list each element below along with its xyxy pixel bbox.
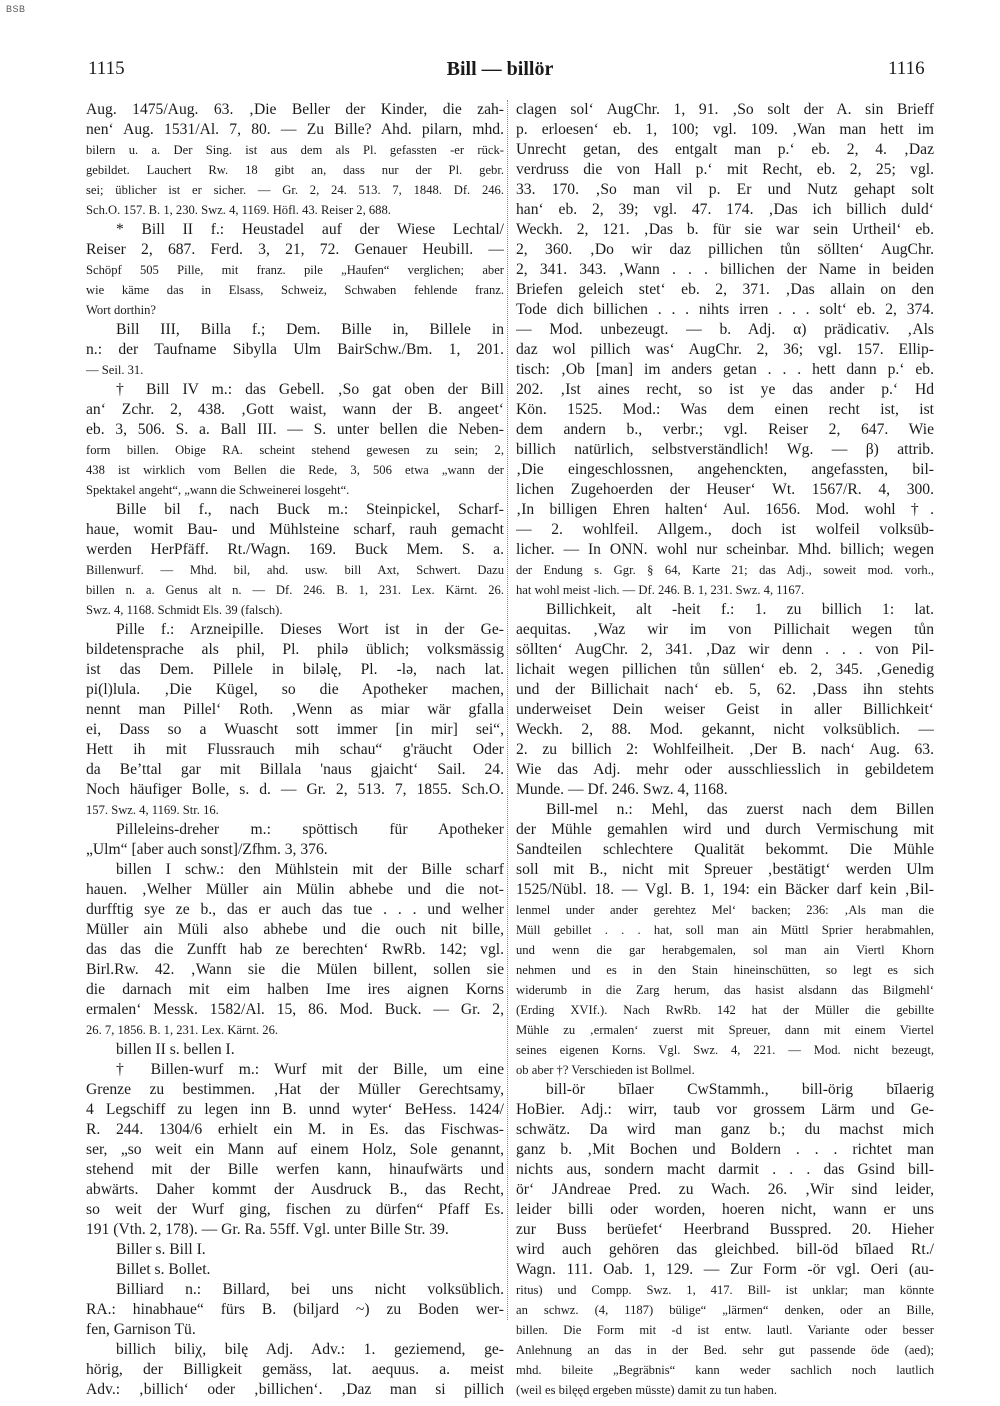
text-line: nennt man Pillel‘ Roth. ‚Wenn as miar wär gfalla	[86, 701, 504, 718]
text-line: clagen sol‘ AugChr. 1, 91. ‚So solt der A. sin Brieff	[516, 101, 934, 118]
text-line: lichen Zugehoerden der Heuser‘ Wt. 1567/R. 4, 300.	[516, 481, 934, 498]
text-line: ser, „so weit ein Mann auf einem Holz, Sole genannt,	[86, 1141, 504, 1158]
text-line: Wagn. 111. Oab. 1, 129. — Zur Form -ör vgl. Oeri (au-	[516, 1261, 934, 1278]
text-line: † Billen-wurf m.: Wurf mit der Bille, um eine	[116, 1061, 504, 1078]
text-line: nen‘ Aug. 1531/Al. 7, 80. — Zu Bille? Ahd. pilarn, mhd.	[86, 121, 504, 138]
text-line: 2, 360. ‚Do wir daz pillichen tůn söllten‘ AugChr.	[516, 241, 934, 258]
text-line: billen II s. bellen I.	[116, 1041, 235, 1058]
text-line: Munde. — Df. 246. Swz. 4, 1168.	[516, 781, 728, 798]
text-line: und wenn die gar herabgemalen, sol man ain Viertl Khorn	[516, 943, 934, 957]
text-line: Aug. 1475/Aug. 63. ‚Die Beller der Kinder, die zah-	[86, 101, 504, 118]
text-line: Billichkeit, alt -heit f.: 1. zu billich 1: lat.	[546, 601, 934, 618]
text-line: mhd. bileite „Begräbnis“ kann weder sachlich noch lautlich	[516, 1363, 934, 1377]
text-line: verdruss die von Hall p.‘ mit Recht, eb. 2, 25; vgl.	[516, 161, 934, 178]
text-line: Billet s. Bollet.	[116, 1261, 211, 1278]
text-line: (Erding XVIf.). Nach RwRb. 142 hat der Müller die gebillte	[516, 1003, 934, 1017]
text-line: form billen. Obige RA. scheint stehend gewesen zu sein; 2,	[86, 443, 504, 457]
text-line: seines eigenen Korns. Vgl. Swz. 4, 221. — Mod. nicht bezeugt,	[516, 1043, 934, 1057]
text-line: Weckh. 2, 121. ‚Das b. für sie war sein Urtheil‘ eb.	[516, 221, 934, 238]
text-line: Billenwurf. — Mhd. bil, ahd. usw. bill Axt, Schwert. Dazu	[86, 563, 504, 577]
text-line: n.: der Taufname Sibylla Ulm BairSchw./Bm. 1, 201.	[86, 341, 504, 358]
text-line: Schöpf 505 Pille, mit franz. pile „Haufen“ verglichen; aber	[86, 263, 504, 277]
text-line: ist das Dem. Pillele in bilǝlę, Pl. -lə, nach lat.	[86, 661, 504, 678]
text-line: Bill-mel n.: Mehl, das zuerst nach dem Billen	[546, 801, 934, 818]
text-line: fen, Garnison Tü.	[86, 1321, 196, 1338]
text-line: Reiser 2, 687. Ferd. 3, 21, 72. Genauer Heubill. —	[86, 241, 504, 258]
text-line: an schwz. (4, 1187) bülige“ „lärmen“ denken, oder an Bille,	[516, 1303, 934, 1317]
text-line: 191 (Vth. 2, 178). — Gr. Ra. 55ff. Vgl. unter Bille Str. 39.	[86, 1221, 449, 1238]
text-line: stehend mit der Bille werfen kann, hinaufwärts und	[86, 1161, 504, 1178]
text-line: billich biliχ, bilę Adj. Adv.: 1. geziemend, ge-	[116, 1341, 504, 1358]
text-line: so weit der Wurf ging, fischen zu dürfen“ Pfaff Es.	[86, 1201, 504, 1218]
text-line: 1525/Nübl. 18. — Vgl. B. 1, 194: ein Bäcker darf kein ‚Bil-	[516, 881, 934, 898]
text-line: wie käme das in Elsass, Schweiz, Schwaben fehlende franz.	[86, 283, 504, 297]
text-line: aequitas. ‚Waz wir im von Pillichait wegen tůn	[516, 621, 934, 638]
text-line: RA.: hinabhaue“ fürs B. (biljard ~) zu Boden wer-	[86, 1301, 504, 1318]
text-line: 2. zu billich 2: Wohlfeilheit. ‚Der B. nach‘ Aug. 63.	[516, 741, 934, 758]
text-line: 157. Swz. 4, 1169. Str. 16.	[86, 803, 219, 817]
text-line: Bille bil f., nach Buck m.: Steinpickel, Scharf-	[116, 501, 504, 518]
text-line: Hett ih mit Flussrauch mih schau“ g'räucht Oder	[86, 741, 504, 758]
text-line: an‘ Zchr. 2, 438. ‚Gott waist, wann der B. angeet‘	[86, 401, 504, 418]
text-line: ei, Dass so a Wuascht sott immer [in mir] sei“,	[86, 721, 504, 738]
text-line: ob aber †? Verschieden ist Bollmel.	[516, 1063, 695, 1077]
page-number-right: 1116	[888, 58, 925, 79]
text-line: abwärts. Daher kommt der Ausdruck B., das Recht,	[86, 1181, 504, 1198]
text-line: 202. ‚Ist aines recht, so ist ye das ander p.‘ Hd	[516, 381, 934, 398]
text-line: * Bill II f.: Heustadel auf der Wiese Lechtal/	[116, 221, 504, 238]
text-line: billen n. a. Genus alt n. — Df. 246. B. 1, 231. Lex. Kärnt. 26.	[86, 583, 504, 597]
text-line: nehmen und es in den Stain hineinschütten, so legt es sich	[516, 963, 934, 977]
text-line: Bill III, Billa f.; Dem. Bille in, Billele in	[116, 321, 504, 338]
text-line: wird auch gehören das gleichbed. bill-öd bīlaed Rt./	[516, 1241, 934, 1258]
text-line: ermalen‘ Messk. 1582/Al. 15, 86. Mod. Buck. — Gr. 2,	[86, 1001, 504, 1018]
text-line: billen I schw.: den Mühlstein mit der Bille scharf	[116, 861, 504, 878]
text-line: p. erloesen‘ eb. 1, 100; vgl. 109. ‚Wan man hett im	[516, 121, 934, 138]
text-line: der Mühle gemahlen wird und durch Vermischung mit	[516, 821, 934, 838]
text-line: Wort dorthin?	[86, 303, 156, 317]
text-line: hörig, der Billigkeit gemäss, lat. aequus. a. meist	[86, 1361, 504, 1378]
text-line: daz wol pillich was‘ AugChr. 2, 36; vgl. 157. Ellip-	[516, 341, 934, 358]
text-line: werden HerPfäff. Rt./Wagn. 169. Buck Mem. S. a.	[86, 541, 504, 558]
text-line: Unrecht getan, des entgalt man p.‘ eb. 2, 4. ‚Daz	[516, 141, 934, 158]
text-line: billen. Die Form mit -d ist entw. lautl. Variante oder besser	[516, 1323, 934, 1337]
text-line: lichait wegen pillichen tůn süllen‘ eb. 2, 345. ‚Genedig	[516, 661, 934, 678]
text-line: R. 244. 1304/6 erhielt ein M. in Es. das Fischwas-	[86, 1121, 504, 1138]
running-head: Bill — billör	[446, 58, 554, 80]
text-line: leider billi oder worden, hoeren nicht, wann er uns	[516, 1201, 934, 1218]
text-line: lenmel under ander gerehtez Mel‘ backen; 236: ‚Als man die	[516, 903, 934, 917]
text-line: (weil es bilęęd ergeben müsste) damit zu tun haben.	[516, 1383, 778, 1397]
text-line: 26. 7, 1856. B. 1, 231. Lex. Kärnt. 26.	[86, 1023, 279, 1037]
text-line: Grenze zu bestimmen. ‚Hat der Müller Gerechtsamy,	[86, 1081, 504, 1098]
text-line: Swz. 4, 1168. Schmidt Els. 39 (falsch).	[86, 603, 283, 617]
text-line: 2, 341. 343. ‚Wann . . . billichen der Name in beiden	[516, 261, 934, 278]
text-line: ‚Die eingeschlossnen, angehenckten, angefassten, bil-	[516, 461, 934, 478]
left-column	[86, 100, 504, 1400]
text-line: — Seil. 31.	[86, 363, 144, 377]
text-line: — Mod. unbezeugt. — b. Adj. α) prädicativ. ‚Als	[516, 321, 934, 338]
text-line: 438 ist wirklich vom Bellen die Rede, 3, 506 etwa „wann der	[86, 463, 504, 477]
text-line: billich natürlich, selbstverständlich! Wg. — β) attrib.	[516, 441, 934, 458]
text-line: da Be’ttal gar mit Billala 'naus gjaicht‘ Sail. 24.	[86, 761, 504, 778]
text-line: ‚In billigen Ehren halten‘ Aul. 1656. Mod. wohl †.	[516, 501, 934, 518]
text-line: Wie das Adj. mehr oder ausschliesslich in gebildetem	[516, 761, 934, 778]
text-line: tisch: ‚Ob [man] im anders getan . . . hett dann p.‘ eb.	[516, 361, 934, 378]
text-line: bildetensprache als phil, Pl. philə üblich; volksmässig	[86, 641, 504, 658]
text-line: Billiard n.: Billard, bei uns nicht volksüblich.	[116, 1281, 504, 1298]
library-stamp: BSB	[6, 4, 26, 14]
text-line: das das die Zunfft hab ze berechten‘ RwRb. 142; vgl.	[86, 941, 504, 958]
text-line: pi(l)lula. ‚Die Kügel, so die Apotheker machen,	[86, 681, 504, 698]
text-line: — 2. wohlfeil. Allgem., doch ist wolfeil volksüb-	[516, 521, 934, 538]
text-line: sei; üblicher ist er sicher. — Gr. 2, 24. 513. 7, 1848. Df. 246.	[86, 183, 504, 197]
text-line: bill-ör bīlaer CwStammh., bill-örig bīlaerig	[546, 1081, 934, 1098]
text-line: Spektakel angeht“, „wann die Schweinerei losgeht“.	[86, 483, 350, 497]
text-line: eb. 3, 506. S. a. Ball III. — S. unter bellen die Neben-	[86, 421, 504, 438]
text-line: durfftig sye ze b., das er auch das tue . . . und welher	[86, 901, 504, 918]
column-divider	[507, 100, 508, 1320]
text-line: hauen. ‚Welher Müller ain Mülin abhebe und die not-	[86, 881, 504, 898]
text-line: Kön. 1525. Mod.: Was dem einen recht ist, ist	[516, 401, 934, 418]
right-column	[516, 100, 934, 1400]
text-line: ganz b. ‚Mit Bochen und Boldern . . . richtet man	[516, 1141, 934, 1158]
text-line: Sandteilen schlechtere Qualität bekommt. Die Mühle	[516, 841, 934, 858]
text-line: söllten‘ AugChr. 2, 341. ‚Daz wir denn . . . von Pil-	[516, 641, 934, 658]
text-line: HoBier. Adj.: wirr, taub vor grossem Lärm und Ge-	[516, 1101, 934, 1118]
text-line: Adv.: ‚billich‘ oder ‚billichen‘. ‚Daz man si pillich	[86, 1381, 504, 1398]
text-line: Weckh. 2, 88. Mod. gekannt, nicht volksüblich. —	[516, 721, 934, 738]
text-line: ör‘ JAndreae Pred. zu Wach. 26. ‚Wir sind leider,	[516, 1181, 934, 1198]
text-line: Pilleleins-dreher m.: spöttisch für Apotheker	[116, 821, 504, 838]
text-line: Birl.Rw. 42. ‚Wann sie die Mülen billent, sollen sie	[86, 961, 504, 978]
text-line: „Ulm“ [aber auch sonst]/Zfhm. 3, 376.	[86, 841, 328, 858]
text-line: Müller ain Müli also abhebe und die ouch nit bille,	[86, 921, 504, 938]
text-line: Anlehnung an das in der Bed. sehr gut passende öde (aed);	[516, 1343, 934, 1357]
text-line: bilern u. a. Der Sing. ist aus dem als Pl. gefassten -er rück-	[86, 143, 504, 157]
text-line: 4 Legschiff zu legen inn B. unnd wyter‘ BeHess. 1424/	[86, 1101, 504, 1118]
text-line: † Bill IV m.: das Gebell. ‚So gat oben der Bill	[116, 381, 504, 398]
text-line: han‘ eb. 2, 39; vgl. 47. 174. ‚Das ich billich duld‘	[516, 201, 934, 218]
text-line: Sch.O. 157. B. 1, 230. Swz. 4, 1169. Höfl. 43. Reiser 2, 688.	[86, 203, 391, 217]
text-line: die darnach mit eim halben Ime ires aignen Korns	[86, 981, 504, 998]
text-line: Briefen geleich stet‘ eb. 2, 371. ‚Das allain on den	[516, 281, 934, 298]
text-line: 33. 170. ‚So man vil p. Er und Nutz gehapt solt	[516, 181, 934, 198]
text-line: Tode dich billichen . . . nihts irren . . . solt‘ eb. 2, 374.	[516, 301, 934, 318]
text-line: haue, womit Bau- und Mühlsteine scharf, rauh gemacht	[86, 521, 504, 538]
text-line: dem andern b., verbr.; vgl. Reiser 2, 647. Wie	[516, 421, 934, 438]
text-line: Biller s. Bill I.	[116, 1241, 206, 1258]
text-line: ritus) und Compp. Swz. 1, 417. Bill- ist unklar; man könnte	[516, 1283, 934, 1297]
text-line: Mühle zu ‚ermalen‘ zuerst mit Spreuer, dann mit einem Viertel	[516, 1023, 934, 1037]
text-line: Noch häufiger Bolle, s. d. — Gr. 2, 513. 7, 1855. Sch.O.	[86, 781, 504, 798]
text-line: soll mit B., nicht mit Spreuer ‚bestätigt‘ werden Ulm	[516, 861, 934, 878]
text-line: Müll gebillet . . . hat, soll man ain Müttl Sprier herabmahlen,	[516, 923, 934, 937]
text-line: der Endung s. Ggr. § 64, Karte 21; das Adj., soweit mod. vorh.,	[516, 563, 934, 577]
text-line: schwätz. Da wird man ganz b.; du machst mich	[516, 1121, 934, 1138]
text-line: gebildet. Lauchert Rw. 18 gibt an, dass nur der Pl. gebr.	[86, 163, 504, 177]
text-line: hat wohl meist -lich. — Df. 246. B. 1, 231. Swz. 4, 1167.	[516, 583, 805, 597]
text-line: und der Billichait nach‘ eb. 5, 62. ‚Dass ihn stehts	[516, 681, 934, 698]
text-line: zur Buss berüefet‘ Heerbrand Busspred. 20. Hieher	[516, 1221, 934, 1238]
text-line: licher. — In ONN. wohl nur scheinbar. Mhd. billich; wegen	[516, 541, 934, 558]
text-line: widerumb in die Zarg herum, das hasist alsdann das Bilgmehl‘	[516, 983, 934, 997]
text-line: Pille f.: Arzneipille. Dieses Wort ist in der Ge-	[116, 621, 504, 638]
text-line: underweiset Dein weiser Geist in aller Billichkeit‘	[516, 701, 934, 718]
page-number-left: 1115	[88, 58, 125, 79]
text-line: nichts aus, sondern macht darmit . . . das Gsind bill-	[516, 1161, 934, 1178]
